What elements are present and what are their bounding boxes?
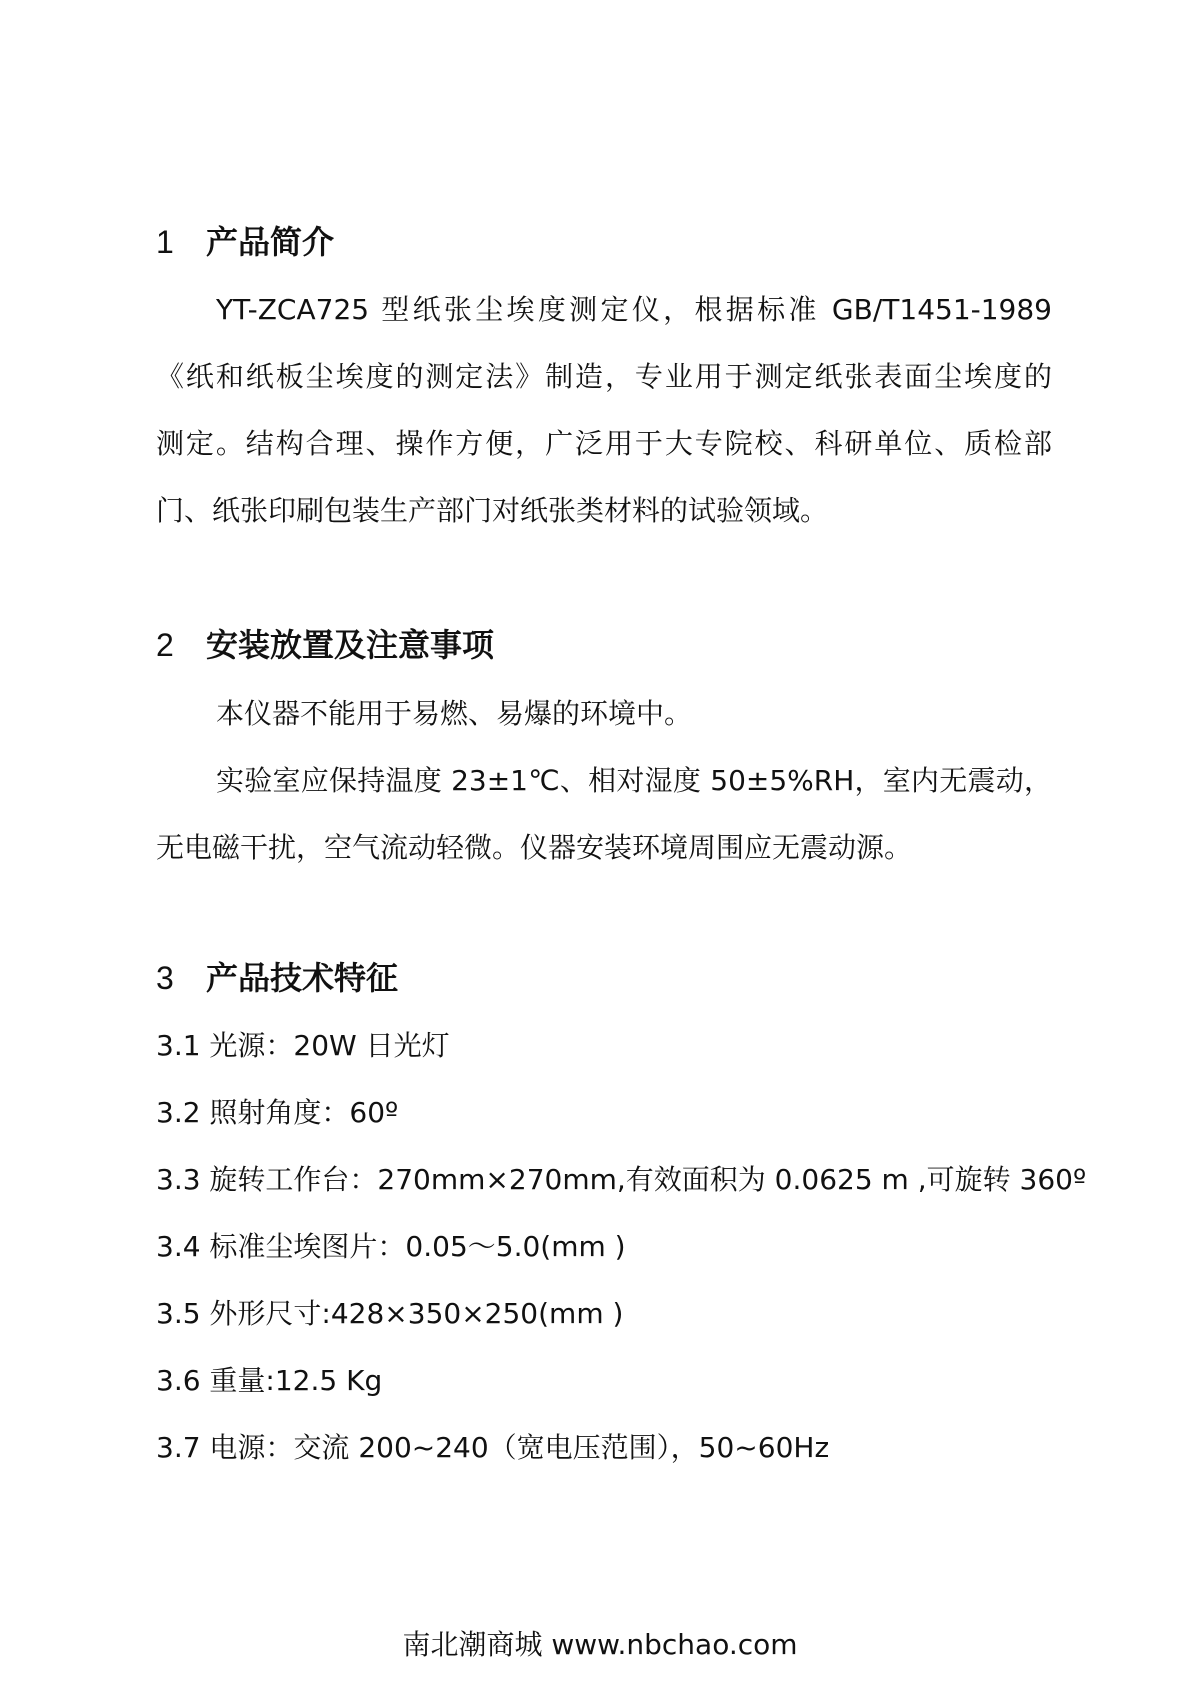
spec-item: 3.6 重量:12.5 Kg [156, 1364, 383, 1397]
spec-item: 3.7 电源：交流 200~240（宽电压范围），50~60Hz [156, 1431, 830, 1464]
section-2-number: 2 [156, 627, 174, 663]
section-2-line-3: 无电磁干扰，空气流动轻微。仪器安装环境周围应无震动源。 [156, 831, 913, 864]
section-1-number: 1 [156, 224, 174, 260]
spec-item: 3.2 照射角度：60º [156, 1096, 399, 1129]
section-1-paragraph [156, 276, 1052, 544]
section-1-line-3: 测定。结构合理、操作方便，广泛用于大专院校、科研单位、质检部 [156, 427, 1052, 460]
section-3-number: 3 [156, 960, 174, 996]
spec-item: 3.5 外形尺寸:428×350×250(mm ) [156, 1297, 624, 1330]
section-3-heading [156, 958, 398, 998]
section-1-line-4: 门、纸张印刷包装生产部门对纸张类材料的试验领域。 [156, 494, 829, 527]
spec-item: 3.1 光源：20W 日光灯 [156, 1029, 450, 1062]
spec-item: 3.3 旋转工作台：270mm×270mm,有效面积为 0.0625 m ,可旋转 360º [156, 1163, 1087, 1196]
spec-item: 3.4 标准尘埃图片：0.05～5.0(mm ) [156, 1230, 626, 1263]
section-1-line-2: 《纸和纸板尘埃度的测定法》制造，专业用于测定纸张表面尘埃度的 [156, 360, 1052, 393]
section-2-line-2: 实验室应保持温度 23±1℃、相对湿度 50±5%RH，室内无震动， [216, 764, 1052, 797]
section-1-heading [156, 222, 334, 262]
section-2-title: 安装放置及注意事项 [206, 626, 495, 664]
section-2-heading [156, 625, 494, 665]
section-3-title: 产品技术特征 [206, 959, 399, 997]
section-2-line-1: 本仪器不能用于易燃、易爆的环境中。 [216, 697, 693, 730]
section-1-line-1: YT-ZCA725 型纸张尘埃度测定仪，根据标准 GB/T1451-1989 [216, 293, 1052, 326]
section-2-paragraph [156, 680, 1052, 881]
page-footer: 南北潮商城 www.nbchao.com [402, 1628, 798, 1661]
section-1-title: 产品简介 [206, 223, 335, 261]
